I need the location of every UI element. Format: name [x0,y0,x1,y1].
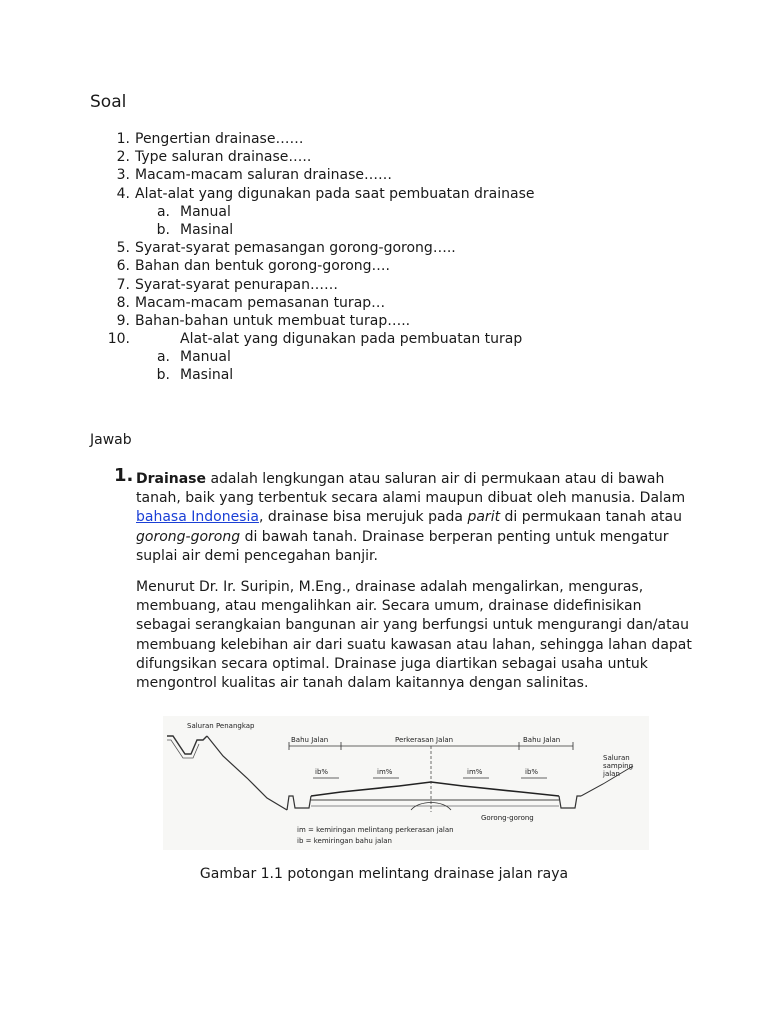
item-text: Syarat-syarat pemasangan gorong-gorong….. [135,240,456,257]
item-text: Alat-alat yang digunakan pada saat pembuatan drainase [135,185,535,202]
label-bahu-jalan-left: Bahu Jalan [291,736,329,744]
section-title-jawab: Jawab [90,432,132,448]
subitem-letter: a. [156,203,170,220]
label-gorong-gorong: Gorong-gorong [481,814,534,822]
item-number: 5. [116,240,130,257]
item-number: 2. [116,149,130,166]
item-number: 3. [116,167,130,184]
item-number: 6. [116,258,130,275]
item-text: Macam-macam saluran drainase…… [135,167,392,184]
item-text: Bahan-bahan untuk membuat turap….. [135,312,411,329]
paragraph-text: adalah lengkungan atau saluran air di permukaan atau di bawah tanah, baik yang terbentuk secara alami maupun dibuat oleh manusia. Dalam [136,471,686,507]
item-number: 4. [116,185,130,202]
item-number: 9. [116,312,130,329]
item-text: Bahan dan bentuk gorong-gorong…. [135,258,390,275]
item-text: Type saluran drainase….. [135,149,312,166]
answer-paragraph-1 [136,470,696,566]
subitem-letter: b. [156,221,170,238]
term-parit: parit [467,509,501,526]
subitem-letter: b. [156,367,170,384]
term-gorong-gorong: gorong-gorong [136,528,241,545]
link-bahasa-indonesia[interactable]: bahasa Indonesia [136,509,259,526]
item-number: 7. [116,276,130,293]
item-text: Alat-alat yang digunakan pada pembuatan turap [180,331,523,348]
label-saluran-samping-line2: samping [603,762,634,770]
subitem-text: Masinal [180,221,234,238]
label-im-right: im% [467,768,483,776]
item-text: Macam-macam pemasanan turap… [135,294,386,311]
item-text: Pengertian drainase…… [135,131,304,147]
drainage-cross-section-figure [163,716,649,850]
label-saluran-samping-line1: Saluran [603,754,630,762]
section-title-soal: Soal [90,92,127,112]
label-ib-left: ib% [315,768,329,776]
legend-im: im = kemiringan melintang perkerasan jalan [297,826,454,834]
item-text: Syarat-syarat penurapan…… [135,276,338,293]
item-number: 8. [116,294,130,311]
subitem-letter: a. [156,349,170,366]
figure-caption: Gambar 1.1 potongan melintang drainase jalan raya [199,866,569,882]
paragraph-text: , drainase bisa merujuk pada [258,509,468,526]
term-drainase: Drainase [136,471,207,487]
label-im-left: im% [377,768,393,776]
answer-paragraph-2: Menurut Dr. Ir. Suripin, M.Eng., drainase adalah mengalirkan, menguras, membuang, atau mengalihkan air. Secara umum, drainase didefinisikan sebagai serangkaian bangunan air yang berfungsi untuk mengurangi dan/atau membuang kelebihan air dari suatu kawasan atau lahan, sehingga lahan dapat difungsikan secara optimal. Drainase juga diartikan sebagai usaha untuk mengontrol kualitas air tanah dalam kaitannya dengan salinitas. [136,579,692,692]
subitem-text: Manual [180,349,231,366]
item-number: 10. [107,331,130,348]
item-number: 1. [116,131,130,147]
label-bahu-jalan-right: Bahu Jalan [523,736,561,744]
legend-ib: ib = kemiringan bahu jalan [297,837,392,845]
subitem-text: Manual [180,203,231,220]
label-perkerasan-jalan: Perkerasan Jalan [395,736,454,744]
paragraph-text: di bawah tanah. Drainase berperan penting untuk mengatur suplai air demi pencegahan banjir. [136,528,669,564]
label-saluran-samping-line3: jalan [603,770,620,778]
paragraph-text: di permukaan tanah atau [500,509,682,526]
label-ib-right: ib% [525,768,539,776]
answer-number: 1. [114,465,134,486]
subitem-text: Masinal [180,367,234,384]
label-saluran-penangkap: Saluran Penangkap [187,722,255,730]
